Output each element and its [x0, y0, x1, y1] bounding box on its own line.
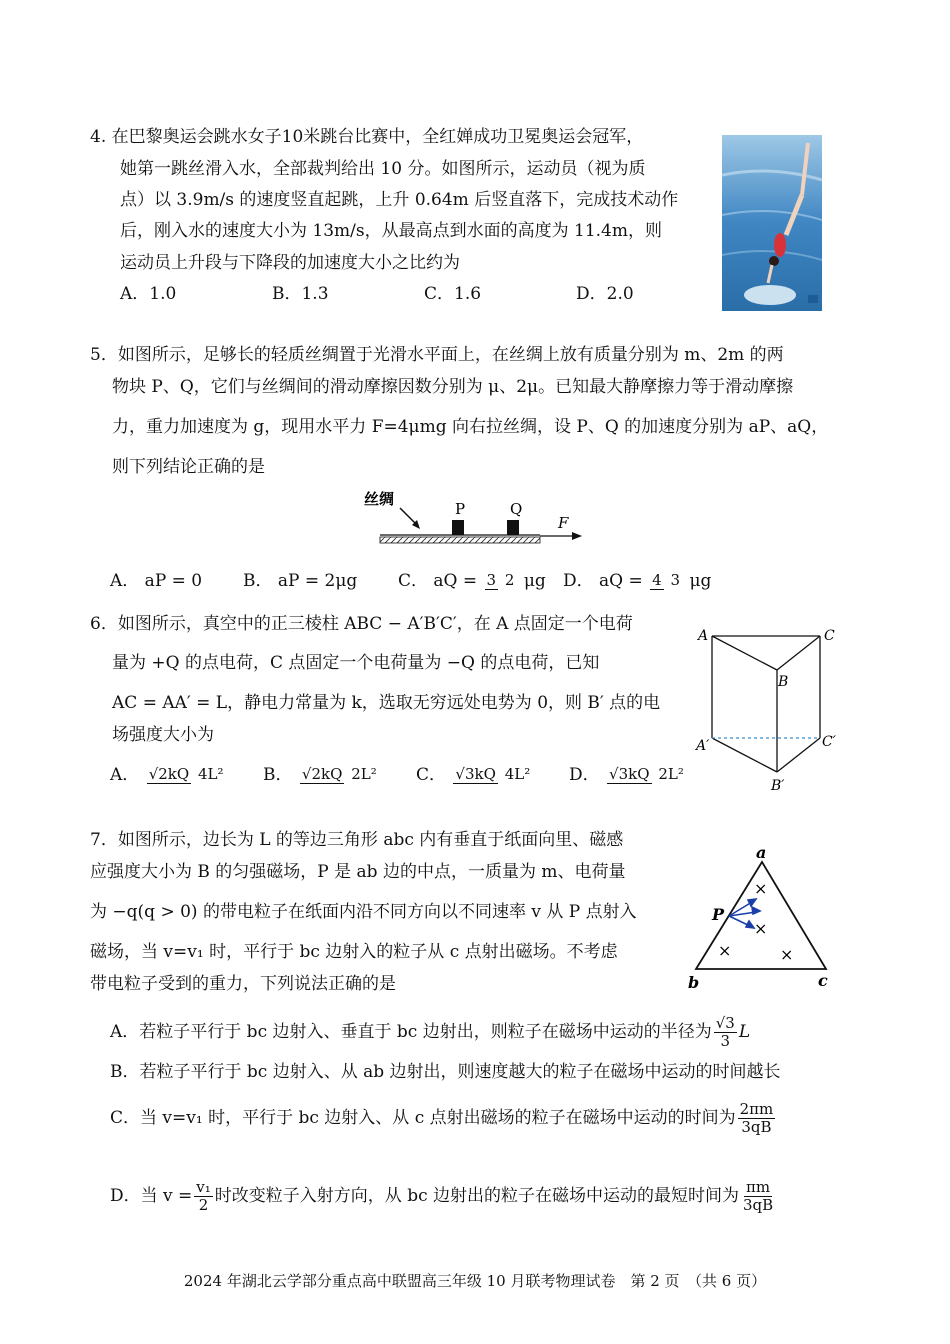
vertex-b-label: B — [778, 674, 789, 690]
q6-option-a-denominator: 4L² — [197, 765, 224, 783]
q4-line-1: 4. 在巴黎奥运会跳水女子10米跳台比赛中，全红婵成功卫冕奥运会冠军， — [90, 127, 644, 147]
block-p — [452, 520, 464, 535]
q6-option-a[interactable] — [110, 766, 263, 784]
q7-option-d-denominator: 3qB — [743, 1196, 774, 1214]
block-p-label: P — [455, 500, 466, 518]
q6-option-d-denominator: 2L² — [658, 765, 684, 783]
q5-option-a[interactable]: A． aP = 0 — [110, 570, 203, 591]
q5-option-b[interactable]: B． aP = 2μg — [243, 570, 358, 591]
vertex-a-label: a — [756, 843, 767, 862]
q7-option-d[interactable] — [110, 1180, 777, 1213]
q5-line-2: 物块 P、Q，它们与丝绸间的滑动摩擦因数分别为 μ、2μ。已知最大静摩擦力等于滑动摩擦 — [112, 377, 794, 397]
q4-option-c[interactable]: C．1.6 — [424, 284, 482, 304]
q7-option-a-numerator: √3 — [715, 1014, 735, 1032]
q7-option-d-lhs: D．当 v = — [110, 1186, 193, 1206]
q7-option-a-denominator: 3 — [720, 1032, 731, 1050]
q6-option-d-fraction — [607, 766, 686, 784]
q4-option-d[interactable]: D．2.0 — [576, 284, 634, 304]
page-footer: 2024 年湖北云学部分重点高中联盟高三年级 10 月联考物理试卷 第 2 页 （共 6 页） — [183, 1272, 767, 1290]
vertex-c-label: C — [824, 628, 835, 644]
q4-line-4: 后，刚入水的速度大小为 13m/s，从最高点到水面的高度为 11.4m，则 — [120, 221, 662, 241]
q6-option-b-numerator: √2kQ — [301, 765, 343, 783]
q5-option-c-denominator: 2 — [504, 571, 515, 589]
q5-option-c-unit: μg — [523, 570, 546, 591]
diver-photo — [722, 135, 822, 311]
point-p-label: P — [712, 905, 725, 924]
q4-line-3: 点）以 3.9m/s 的速度竖直起跳，上升 0.64m 后竖直落下，完成技术动作 — [120, 190, 679, 210]
q5-option-c[interactable] — [398, 572, 563, 590]
q7-option-d-velocity-denominator: 2 — [198, 1196, 209, 1214]
q6-line-4: 场强度大小为 — [112, 725, 214, 745]
prism-figure — [692, 622, 842, 798]
field-cross-4: × — [780, 945, 794, 964]
q7-option-b[interactable]: B．若粒子平行于 bc 边射入、从 ab 边射出，则速度越大的粒子在磁场中运动的时间越长 — [110, 1062, 781, 1082]
q5-option-c-fraction — [485, 572, 517, 590]
silk-label: 丝绸 — [364, 490, 395, 508]
table-surface — [380, 537, 540, 543]
q5-line-3: 力，重力加速度为 g，现用水平力 F=4μmg 向右拉丝绸，设 P、Q 的加速度分别为 aP、aQ， — [112, 417, 829, 437]
field-cross-1: × — [754, 879, 768, 898]
q6-option-c[interactable] — [416, 766, 569, 784]
q5-options — [110, 572, 711, 590]
q7-line-3: 为 −q(q > 0) 的带电粒子在纸面内沿不同方向以不同速率 v 从 P 点射入 — [90, 902, 637, 922]
q7-option-d-velocity-fraction — [194, 1180, 213, 1213]
q6-line-1: 6．如图所示，真空中的正三棱柱 ABC − A′B′C′，在 A 点固定一个电荷 — [90, 614, 633, 634]
q5-option-c-lhs: C． aQ = — [398, 570, 478, 591]
q7-line-1: 7．如图所示，边长为 L 的等边三角形 abc 内有垂直于纸面向里、磁感 — [90, 830, 624, 850]
q7-option-c-denominator: 3qB — [741, 1118, 772, 1136]
q5-option-d[interactable] — [563, 572, 711, 590]
silk-figure — [360, 484, 590, 554]
q6-option-c-denominator: 4L² — [504, 765, 531, 783]
q7-option-c-numerator: 2πm — [739, 1100, 774, 1118]
vertex-b-prime-label: B′ — [771, 778, 785, 794]
vertex-a-label: A — [698, 628, 709, 644]
q6-option-b-fraction — [300, 766, 379, 784]
q4-option-b[interactable]: B．1.3 — [272, 284, 329, 304]
force-label: F — [558, 514, 569, 532]
q7-option-c[interactable] — [110, 1102, 777, 1135]
q6-option-c-numerator: √3kQ — [455, 765, 496, 783]
vertex-c-prime-label: C′ — [822, 734, 836, 750]
q5-option-d-lhs: D． aQ = — [563, 570, 643, 591]
q5-line-1: 5．如图所示，足够长的轻质丝绸置于光滑水平面上，在丝绸上放有质量分别为 m、2m 的两 — [90, 345, 784, 365]
field-cross-2: × — [754, 919, 768, 938]
q7-option-d-fraction — [741, 1180, 775, 1213]
q4-option-a[interactable]: A．1.0 — [120, 284, 177, 304]
vertex-b-label: b — [688, 973, 700, 992]
q7-line-5: 带电粒子受到的重力，下列说法正确的是 — [90, 974, 396, 994]
vertex-a-prime-label: A′ — [696, 738, 710, 754]
force-arrowhead — [572, 532, 582, 540]
field-cross-3: × — [718, 941, 732, 960]
q5-option-d-fraction — [650, 572, 682, 590]
q6-option-b[interactable] — [263, 766, 416, 784]
q5-line-4: 则下列结论正确的是 — [112, 457, 265, 477]
q7-option-d-text: 时改变粒子入射方向，从 bc 边射出的粒子在磁场中运动的最短时间为 — [214, 1186, 740, 1206]
q4-line-5: 运动员上升段与下降段的加速度大小之比约为 — [120, 253, 460, 273]
q7-option-c-text: C．当 v=v₁ 时，平行于 bc 边射入、从 c 点射出磁场的粒子在磁场中运动的时间为 — [110, 1108, 736, 1128]
q7-option-a-unit: L — [738, 1022, 751, 1042]
q6-option-a-fraction — [147, 766, 226, 784]
q7-option-a-fraction — [714, 1016, 737, 1049]
block-q — [507, 520, 519, 535]
q6-option-d[interactable] — [569, 766, 688, 784]
q6-line-2: 量为 +Q 的点电荷，C 点固定一个电荷量为 −Q 的点电荷，已知 — [112, 653, 600, 673]
q7-option-d-velocity-numerator: v₁ — [196, 1178, 211, 1196]
q6-option-a-numerator: √2kQ — [148, 765, 190, 783]
q7-line-2: 应强度大小为 B 的匀强磁场，P 是 ab 边的中点，一质量为 m、电荷量 — [90, 862, 626, 882]
q7-option-a-text: A．若粒子平行于 bc 边射入、垂直于 bc 边射出，则粒子在磁场中运动的半径为 — [110, 1022, 712, 1042]
q7-option-d-numerator: πm — [746, 1178, 771, 1196]
q6-option-d-label: D． — [569, 764, 600, 785]
q7-line-4: 磁场，当 v=v₁ 时，平行于 bc 边射入的粒子从 c 点射出磁场。不考虑 — [90, 942, 618, 962]
q5-option-c-numerator: 3 — [486, 571, 497, 589]
q6-option-a-label: A． — [110, 764, 140, 785]
q6-option-b-label: B． — [263, 764, 293, 785]
triangle-field-figure — [684, 842, 840, 992]
q6-option-c-fraction — [453, 766, 532, 784]
q6-option-c-label: C． — [416, 764, 447, 785]
q7-option-a[interactable] — [110, 1016, 750, 1049]
q4-line-2: 她第一跳丝滑入水，全部裁判给出 10 分。如图所示，运动员（视为质 — [120, 159, 646, 179]
q7-option-c-fraction — [738, 1102, 776, 1135]
q5-option-d-unit: μg — [689, 570, 712, 591]
q5-option-d-denominator: 3 — [670, 571, 681, 589]
q6-options — [110, 766, 688, 784]
q6-option-d-numerator: √3kQ — [609, 765, 650, 783]
q6-line-3: AC = AA′ = L，静电力常量为 k，选取无穷远处电势为 0，则 B′ 点的电 — [112, 693, 661, 713]
q4-options — [120, 286, 634, 303]
q6-option-b-denominator: 2L² — [351, 765, 377, 783]
vertex-c-label: c — [818, 971, 828, 990]
q5-option-d-numerator: 4 — [652, 571, 662, 589]
block-q-label: Q — [510, 500, 523, 518]
